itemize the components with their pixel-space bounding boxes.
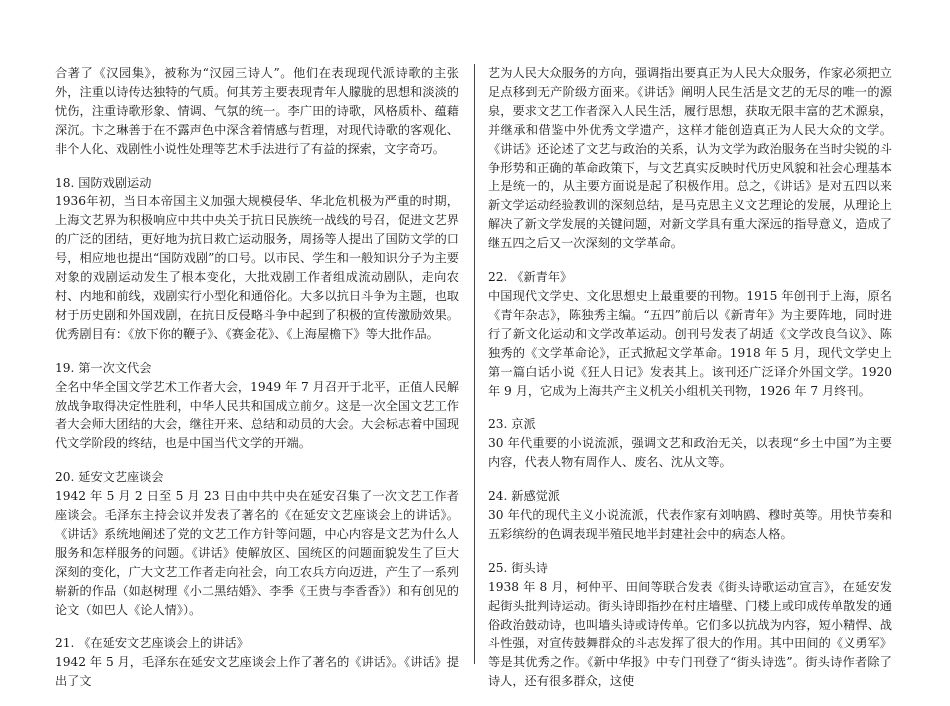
entry-body: 30 年代重要的小说流派，强调文艺和政治无关，以表现“乡土中国”为主要内容，代表人物有周作人、废名、沈从文等。 bbox=[488, 436, 892, 470]
entry-body: 1936年初，当日本帝国主义加强大规模侵华、华北危机极为严重的时期，上海文艺界为积极响应中共中央关于抗日民族统一战线的号召，促进文艺界的广泛的团结，更好地为抗日救亡运动服务，周扬等人提出了国防文学的口号，相应地也提出“国防戏剧”的口号。以市民、学生和一般知识分子为主要对象的戏剧运动发生了根本变化，大批戏剧工作者组成流动剧队，走向农村、内地和前线，戏剧实行小型化和通俗化。大多以抗日斗争为主题，也取材于历史剧和外国戏剧，在抗日反侵略斗争中起到了积极的宣传激励效果。优秀剧目有：《放下你的鞭子》、《赛金花》、《上海屋檐下》等大批作品。 bbox=[55, 194, 459, 341]
entry-yanan-talks bbox=[55, 634, 459, 691]
entry-heading: 18. 国防戏剧运动 bbox=[55, 175, 152, 190]
entry-heading: 24. 新感觉派 bbox=[488, 489, 561, 504]
entry-body: 中国现代文学史、文化思想史上最重要的刊物。1915 年创刊于上海，原名《青年杂志》，陈独秀主编。“五四”前后以《新青年》为主要阵地，同时进行了新文化运动和文学改革运动。创刊号发表了胡适《文学改良刍议》、陈独秀的《文学革命论》，正式掀起文学革命。1918 年 5 月，现代文学史上第一篇白话小说《狂人日记》发表其上。该刊还广泛译介外国文学。1920 年 9 月，它成为上海共产主义机关小组机关刊物，1926 年 7 月终刊。 bbox=[488, 288, 892, 398]
entry-heading: 21. 《在延安文艺座谈会上的讲话》 bbox=[55, 636, 249, 651]
entry-heading: 23. 京派 bbox=[488, 417, 536, 432]
entry-body: 1942 年 5 月 2 日至 5 月 23 日由中共中央在延安召集了一次文艺工作者座谈会。毛泽东主持会议并发表了著名的《在延安文艺座谈会上的讲话》。《讲话》系统地阐述了党的文艺工作方针等问题，中心内容是文艺为什么人服务和怎样服务的问题。《讲话》使解放区、国统区的问题面貌发生了巨大深刻的变化，广大文艺工作者走向社会，向工农兵方向迈进，产生了一系列崭新的作品（如赵树理《小二黑结婚》、李季《王贵与李香香》）和有创见的论文（如巴人《论人情》）。 bbox=[55, 489, 459, 617]
entry-heading: 25. 街头诗 bbox=[488, 560, 548, 575]
entry-heading: 20. 延安文艺座谈会 bbox=[55, 470, 164, 485]
right-column bbox=[488, 64, 892, 706]
column-divider bbox=[474, 64, 475, 664]
entry-body: 1938 年 8 月，柯仲平、田间等联合发表《街头诗歌运动宣言》，在延安发起街头批判诗运动。街头诗即指抄在村庄墙壁、门楼上或印成传单散发的通俗政治鼓动诗，也叫墙头诗或诗传单。它们多以抗战为内容，短小精悍、战斗性强，对宣传鼓舞群众的斗志发挥了很大的作用。其中田间的《义勇军》等是其优秀之作。《新中华报》中专门刊登了“街头诗选”。街头诗作者除了诗人，还有很多群众，这使 bbox=[488, 579, 892, 689]
entry-heading: 19. 第一次文代会 bbox=[55, 360, 152, 375]
entry-new-youth bbox=[488, 268, 892, 400]
entry-body: 全名中华全国文学艺术工作者大会，1949 年 7 月召开于北平，正值人民解放战争取得决定性胜利，中华人民共和国成立前夕。这是一次全国文艺工作者大会师大团结的大会，继往开来、总结和动员的大会。大会标志着中国现代文学阶段的终结，也是中国当代文学的开端。 bbox=[55, 379, 459, 451]
entry-body: 1942 年 5 月，毛泽东在延安文艺座谈会上作了著名的《讲话》。《讲话》提出了文 bbox=[55, 655, 459, 689]
entry-body: 30 年代的现代主义小说流派，代表作家有刘呐鸥、穆时英等。用快节奏和五彩缤纷的色调表现半殖民地半封建社会中的病态人格。 bbox=[488, 508, 892, 541]
left-column bbox=[55, 64, 459, 706]
entry-beijing-school bbox=[488, 415, 892, 472]
entry-new-sensationism bbox=[488, 487, 892, 544]
entry-first-literary-congress bbox=[55, 359, 459, 454]
entry-street-poetry bbox=[488, 559, 892, 691]
entry-yanan-talks-continuation bbox=[488, 64, 892, 253]
entry-body: 合著了《汉园集》，被称为“汉园三诗人”。他们在表现现代派诗歌的主张外，注重以诗传达独特的气质。何其芳主要表现青年人朦胧的思想和淡淡的忧伤，注重诗歌形象、情调、气氛的统一。李广田的诗歌，风格质朴、蕴藉深沉。卞之琳善于在不露声色中深含着情感与哲理，对现代诗歌的客观化、非个人化、戏剧性小说性处理等艺术手法进行了有益的探索，文字奇巧。 bbox=[55, 66, 459, 156]
entry-yanan-forum bbox=[55, 468, 459, 619]
entry-han-yuan-continuation bbox=[55, 64, 459, 159]
entry-body: 艺为人民大众服务的方向，强调指出要真正为人民大众服务，作家必须把立足点移到无产阶级方面来。《讲话》阐明人民生活是文艺的无尽的唯一的源泉，要求文艺工作者深入人民生活，履行思想，获取无限丰富的艺术源泉，并继承和借鉴中外优秀文学遗产，这样才能创造真正为人民大众的文学。《讲话》还论述了文艺与政治的关系，认为文学为政治服务在当时尖锐的斗争形势和正确的革命政策下，与文艺真实反映时代历史风貌和社会心理基本上是统一的，从主要方面说是起了积极作用。总之，《讲话》是对五四以来新文学运动经验教训的深刻总结，是马克思主义文艺理论的发展，从理论上解决了新文学发展的关键问题，对新文学具有重大深远的指导意义，造成了继五四之后又一次深刻的文学革命。 bbox=[488, 66, 892, 251]
entry-heading: 22. 《新青年》 bbox=[488, 270, 573, 285]
entry-national-defense-drama bbox=[55, 174, 459, 344]
